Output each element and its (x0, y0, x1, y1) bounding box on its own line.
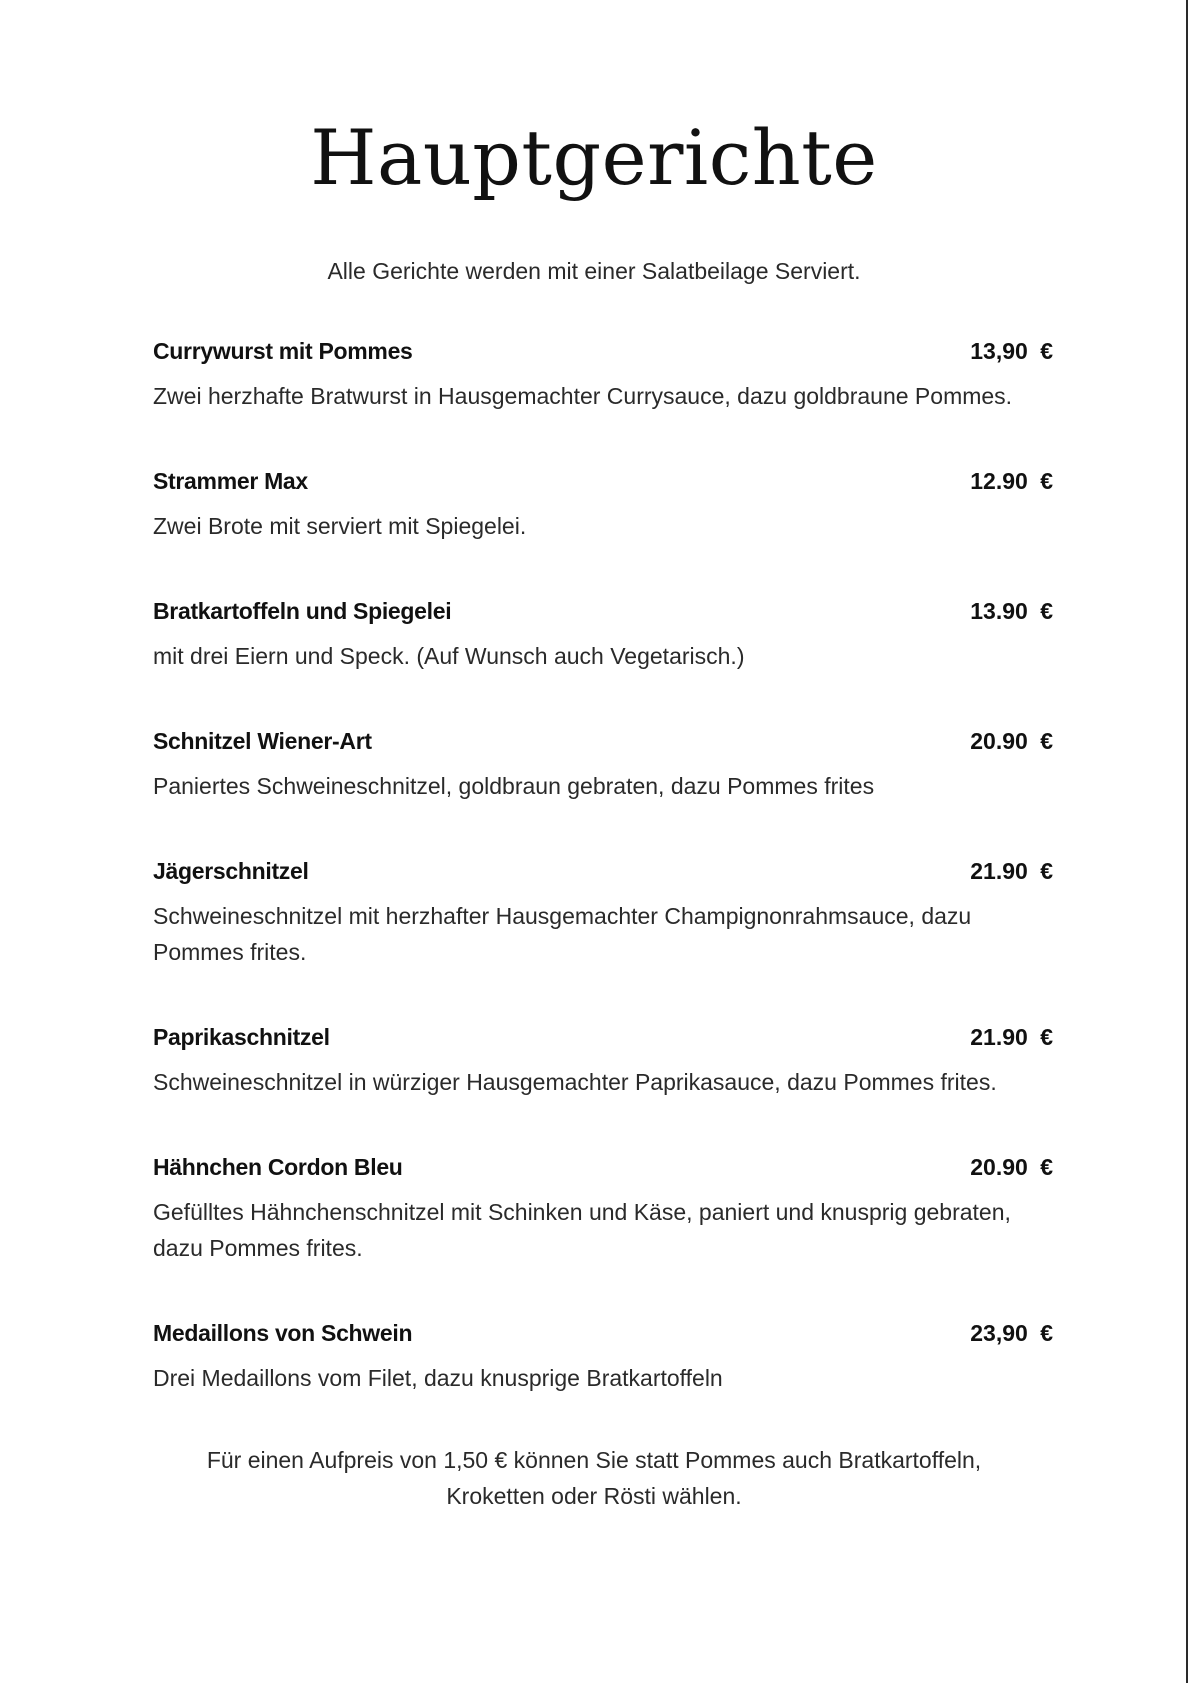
dish-price: 13,90 € (970, 338, 1053, 364)
dish-description: Zwei Brote mit serviert mit Spiegelei. (153, 513, 527, 539)
menu-subtitle: Alle Gerichte werden mit einer Salatbeilage Serviert. (327, 258, 861, 284)
dish-name: Medaillons von Schwein (153, 1320, 413, 1346)
menu-item (153, 1320, 1053, 1396)
dish-name: Strammer Max (153, 468, 308, 494)
dish-name: Bratkartoffeln und Spiegelei (153, 598, 452, 624)
surcharge-note-line: Für einen Aufpreis von 1,50 € können Sie statt Pommes auch Bratkartoffeln, (206, 1447, 982, 1473)
menu-item (153, 468, 1053, 544)
surcharge-note (0, 1442, 1188, 1514)
dish-description: Paniertes Schweineschnitzel, goldbraun gebraten, dazu Pommes frites (153, 773, 875, 799)
menu-item (153, 858, 1053, 970)
menu-item (153, 1154, 1053, 1266)
menu-item (153, 598, 1053, 674)
menu-item (153, 728, 1053, 804)
menu-item (153, 338, 1053, 414)
dish-description: Schweineschnitzel mit herzhafter Hausgemachter Champignonrahmsauce, dazu Pommes frites. (153, 903, 972, 965)
menu-items-list (153, 338, 1053, 1450)
dish-name: Hähnchen Cordon Bleu (153, 1154, 403, 1180)
menu-item-header (153, 728, 1053, 760)
dish-name: Currywurst mit Pommes (153, 338, 413, 364)
menu-item-header (153, 1154, 1053, 1186)
dish-price: 20.90 € (970, 1154, 1053, 1180)
menu-item-header (153, 338, 1053, 370)
menu-item-header (153, 1024, 1053, 1056)
dish-description: mit drei Eiern und Speck. (Auf Wunsch auch Vegetarisch.) (153, 643, 745, 669)
dish-price: 12.90 € (970, 468, 1053, 494)
dish-price: 13.90 € (970, 598, 1053, 624)
dish-price: 23,90 € (970, 1320, 1053, 1346)
dish-name: Schnitzel Wiener-Art (153, 728, 372, 754)
dish-price: 21.90 € (970, 858, 1053, 884)
menu-item-header (153, 598, 1053, 630)
dish-price: 21.90 € (970, 1024, 1053, 1050)
dish-price: 20.90 € (970, 728, 1053, 754)
menu-item (153, 1024, 1053, 1100)
page-title: Hauptgerichte (310, 113, 878, 202)
dish-description: Schweineschnitzel in würziger Hausgemachter Paprikasauce, dazu Pommes frites. (153, 1069, 997, 1095)
surcharge-note-line: Kroketten oder Rösti wählen. (446, 1483, 742, 1509)
dish-description: Drei Medaillons vom Filet, dazu knusprige Bratkartoffeln (153, 1365, 723, 1391)
menu-item-header (153, 1320, 1053, 1352)
dish-name: Paprikaschnitzel (153, 1024, 330, 1050)
dish-description: Zwei herzhafte Bratwurst in Hausgemachter Currysauce, dazu goldbraune Pommes. (153, 383, 1013, 409)
menu-item-header (153, 858, 1053, 890)
dish-description: Gefülltes Hähnchenschnitzel mit Schinken und Käse, paniert und knusprig gebraten, dazu Pommes frites. (153, 1199, 1011, 1261)
dish-name: Jägerschnitzel (153, 858, 309, 884)
menu-item-header (153, 468, 1053, 500)
